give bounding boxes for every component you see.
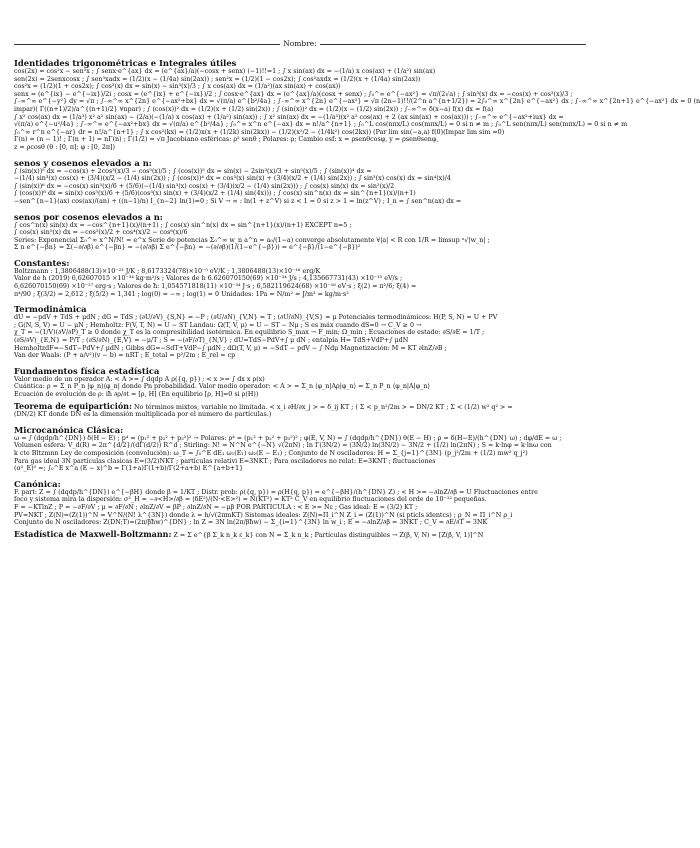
section bbox=[14, 425, 586, 473]
formula-line: ∫ x² cos(ax) dx = (1/a³) x² a² sin(ax) − (2/a)(−(1/a) x cos(ax) + (1/a²) sin(ax)) ; ∫ x² sin(ax) dx = −(1/a³)(x² a² cos(ax) + 2 (ax sin(ax) + cos(ax))) ; ∫₋∞^∞ e^{−ax²+iux} dx = bbox=[14, 113, 564, 121]
formula-line: ∫ (cos(x))⁶ dx = sin(x) cos⁵(x)/6 + (5/6)(cos³(x) sin(x) + (3/4)(x/2 + (1/4) sin(4x))) ; ∫ cos(x) sin^n(x) dx = sin^{n+1}(x)/(n+1) bbox=[14, 190, 416, 198]
section bbox=[14, 400, 586, 419]
formula-line: 6,626070150(69) ×10⁻²⁷ erg·s ; Valores de ħ: 1,054571818(11) ×10⁻³⁴ J·s ; 6,582119624(68) ×10⁻¹⁶ eV·s ; ξ(2) = π²/6; ξ(4) = bbox=[14, 283, 417, 291]
formula-line: Van der Waals: (P + a/v²)(v − b) = nRT ; E_total = p²/2m ; E_rel = cp bbox=[14, 352, 236, 360]
section-title: Termodinámica bbox=[14, 304, 87, 315]
section-heading bbox=[14, 425, 586, 435]
section bbox=[14, 58, 700, 152]
name-label: Nombre: bbox=[283, 38, 317, 48]
section-heading bbox=[14, 479, 586, 489]
name-field bbox=[14, 37, 586, 49]
formula-line: (σ²_E)⁰ =; ∫₀^E x^a (E − x)^b = Γ(1+a)Γ(1+b)/Γ(2+a+b) E^{a+b+1} bbox=[14, 465, 244, 473]
section-title: Estadística de Maxwell-Boltzmann: bbox=[14, 528, 172, 539]
section-title: Constantes: bbox=[14, 257, 70, 268]
formula-line: F. part: Z = ∫ (dqdp/h^{DN}) e^{−βH} donde β = 1/KT ; Distr. prob: ρ({q, p}) = ρ(H{q, p}) = e^{−βH}/(h^{DN} Z) ; < H >= −∂lnZ/∂β = U Fluctuaciones entre bbox=[14, 488, 538, 496]
section-heading bbox=[14, 304, 586, 314]
formula-line: ω = ∫ (dqdp/h^{DN}) δ(H − E) ; p⁴ = (p₁² + p₂² + p₃²)² → Polares: ρ⁴ = (p₁² + p₂² + p₃²)² ; φ(E, V, N) = ∫ (dqdp/h^{DN}) θ(E − H) ; ρ = δ(H−E)/(h^{DN} ω) ; dφ/dE = ω ; bbox=[14, 434, 562, 442]
formula-line: Σ n e^{−βn} = Σ(−∂/∂β) e^{−βn} = −(∂/∂β) Σ e^{−βn} = −(∂/∂β)(1/(1−e^{−β})) = e^{−β}/(1−e^{−β})² bbox=[14, 244, 361, 252]
section-heading bbox=[14, 366, 586, 376]
formula-line: Valor de h (2019) 6,62607015 ×10⁻³⁴ kg·m²/s ; Valores de h 6.626070150(69) ×10⁻³⁴ J/s ; 4,135667731(43) ×10⁻¹⁵ eV/s ; bbox=[14, 275, 403, 283]
formula-line: impar)( Γ((n+1)/2)/a^{(n+1)/2} ∀npar) ; ∫ (cos(x))² dx = (1/2)(x + (1/2) sin(2x)) ; ∫ (sin(x))² dx = (1/2)(x − (1/2) sin(2x)) ; ∫₋∞^∞ δ(x−a) f(x) dx = f(a) bbox=[14, 105, 494, 113]
formula-line: k cte Bltzmnn Ley de composición (convolución): ω_T = ∫₀^E dE₁ ω₁(E₁) ω₂(E − E₁) ; Conjunto de N osciladores: H = Σ_{j=1}^{3N} (p_j²/2m + (1/2) mw² q_j²) bbox=[14, 449, 528, 457]
section-title: Teorema de equipartición: bbox=[14, 400, 132, 411]
section bbox=[14, 258, 586, 298]
section bbox=[14, 304, 586, 360]
formula-line: cos(2x) = cos²x − sen²x ; ∫ senx·e^{ax} dx = (e^{ax}/a)(−cosx + senx) (−1)!!=1 ; ∫ x sin(ax) dx = −(1/a) x cos(ax) + (1/a²) sin(ax) bbox=[14, 68, 436, 75]
formula-line: −sen^{n−1}(ax) cos(ax)/(an) + ((n−1)/n) I_{n−2} ln(1)=0 ; Si V → ∞ : ln(1 + z^V) si z < 1 = 0 si z > 1 = ln(z^V) ; I_n = ∫ sen^n(ax) dx = bbox=[14, 197, 462, 205]
section-heading bbox=[14, 528, 586, 540]
formula-line: Volumen esfera: V_d(R) = 2π^{d/2}/(dΓ(d/2)) R^d ; Stirling: N! = N^N e^{−N} √(2πN) ; ln Γ(3N/2) = (3N/2) ln(3N/2) − 3N/2 + (1/2) ln(2πN) ; S = k·lnφ = k·lnω con bbox=[14, 442, 552, 450]
name-line-right bbox=[320, 44, 586, 45]
name-line-left bbox=[14, 44, 280, 45]
formula-line: √(π/a) e^{−u²/4a} ; ∫₋∞^∞ e^{−ax²+bx} dx = √(π/a) e^{b²/4a} ; ∫₀^∞ x^n e^{−ax} dx = n!/a^{n+1} ; ∫₀^L cos(nπx/L) cos(mπx/L) = 0 si n ≠ m ; ∫₀^L sen(nπx/L) sen(mπx/L) = 0 si n ≠ m bbox=[14, 121, 628, 129]
formula-line: Cuántica: ρ = Σ_n P_n |φ_n⟩⟨φ_n| donde Pn probabilidad. Valor medio operador: < A > = Σ_n ⟨φ_n|Aρ|φ_n⟩ = Σ_n P_n ⟨φ_n|A|φ_n⟩ bbox=[14, 383, 430, 391]
formula-line: Γ(n) = (n − 1)! ; Γ(n + 1) = nΓ(n) ; Γ(1/2) = √π Jacobiano esféricas: ρ² senθ ; Polares: ρ; Cambio esf: x = ρsenθcosφ, y = ρsenθsenφ, bbox=[14, 136, 439, 144]
section bbox=[14, 479, 586, 527]
section-title: Microcanónica Clásica: bbox=[14, 424, 124, 435]
section-heading bbox=[14, 400, 586, 412]
formula-sheet bbox=[14, 56, 700, 539]
formula-line: ∫₀^∞ r^n e^{−ar} dr = n!/a^{n+1} ; ∫ x cos²(kx) = (1/2)x(x + (1/2k) sin(2kx)) − (1/2)(x²/2 − (1/4k²) cos(2kx)) (Par lim sin(−a,a) f(0)(Impar lim sim =0) bbox=[14, 128, 505, 136]
section bbox=[14, 158, 586, 206]
formula-line: χ_T = −(1/V)(∂V/∂P)_T ≥ 0 donde χ_T es la compresibilidad isotérmica. En equilibrio S_max → F_min; Ω_min ; Ecuaciones de estado: ∂S/∂E = 1/T ; bbox=[14, 329, 485, 337]
section-title: senos y cosenos elevados a n: bbox=[14, 157, 152, 168]
section-heading bbox=[14, 258, 586, 268]
formula-line: ; G(N, S, V) = U − μN ; Hemholtz: F(V, T, N) = U − ST Landau: Ω(T, V, μ) = U − ST − Nμ ; S es máx cuando dS=0 → C_V ≥ 0 → bbox=[14, 321, 422, 329]
formula-line: z = ρcosθ (θ : [0, π]; φ : [0, 2π]) bbox=[14, 143, 116, 151]
section-title: Fundamentos física estadística bbox=[14, 365, 160, 376]
formula-line: cos²x = (1/2)(1 + cos2x); ∫ cos³(x) dx = sin(x) − sin³(x)/3 ; ∫ x cos(ax) dx = (1/a²)(ax sin(ax) + cos(ax)) bbox=[14, 83, 341, 91]
section-title: senos por cosenos elevados a n: bbox=[14, 211, 163, 222]
formula-line: HemholtzdF=−SdT−PdV+∫ μdN ; Gibbs dG=−SdT+VdP−∫ μdN ; dΩ(T, V, μ) = −SdT − pdV − ∫ Ndμ Magnetización: M = KT ∂lnZ/∂B ; bbox=[14, 344, 447, 352]
section bbox=[14, 212, 586, 252]
formula-line: Boltzmann : 1,3806488(13)×10⁻²³ J/K ; 8,6173324(78)×10⁻⁵ eV/K ; 1,3806488(13)×10⁻¹⁶ erg/K bbox=[14, 267, 321, 275]
formula-line: foco y sistema mira la dispersión: σ²_H = −∂<H>/∂β = ⟨δE²⟩/(N·<E>²) = N(KT²) = KT² C_V en equilibrio fluctuaciones del orde de 10⁻¹² pequeñas. bbox=[14, 496, 487, 504]
formula-line: (∂S/∂V)_{E,N} = P/T ; (∂S/∂N)_{E,V} = −μ/T ; S = −(∂F/∂T)_{N,V} ; dU=TdS−PdV+∫ μ dN ; entalpía H= TdS+VdP+∫ μdN bbox=[14, 337, 409, 345]
section-heading bbox=[14, 58, 586, 68]
section-heading bbox=[14, 158, 586, 168]
section-heading bbox=[14, 212, 586, 222]
section-title: Identidades trigonométricas e Integrales útiles bbox=[14, 58, 237, 68]
formula-line: senx = (e^{ix} − e^{−ix})/2i ; cosx = (e^{ix} + e^{−ix})/2 ; ∫ cosx·e^{ax} dx = (e^{ax}/a)(cosx + senx) ; ∫₀^∞ e^{−ax²} = √π/(2√a) ; ∫ sin³(x) dx = −cos(x) + cos³(x)/3 ; bbox=[14, 90, 573, 98]
formula-line: Ecuación de evolución de ρ: iħ ∂ρ/∂t = [ρ, H] (En equilibrio [ρ, H]=0 si ρ(H)) bbox=[14, 391, 259, 398]
formula-line: ∫ (sin(x))⁶ dx = −cos(x) sin⁵(x)/6 + (5/6)(−(1/4) sin³(x) cos(x) + (3/4)(x/2 − (1/4) sin(2x))) ; ∫ cos(x) sin(x) dx = sin²(x)/2 bbox=[14, 182, 395, 190]
formula-line: π⁴/90 ; ξ(3/2) = 2,612 ; ξ(5/2) = 1,341 ; log(0) = −∞ ; log(1) = 0 Unidades: 1Pa = N/m² = J/m³ = kg/m·s² bbox=[14, 290, 349, 298]
formula-line: dU = −pdV + TdS + μdN ; dG = TdS ; (∂U/∂V)_{S,N} = −P ; (∂U/∂N)_{V,N} = T ; (∂U/∂N)_{V,S} = μ Potenciales termodinámicos: H(P, S, N) = U + PV bbox=[14, 314, 498, 322]
formula-line: ∫ cos(x) sin⁵(x) dx = −cos²(x)/2 + cos⁴(x)/2 − cos⁶(x)/6 bbox=[14, 229, 188, 237]
formula-line: Conjunto de N osciladores: Z(DN;T)=(2π/βħw)^{DN} ; ln Z = 3N ln(2π/βħw) − Σ_{i=1}^{3N} ln w_i ; E = −∂lnZ/∂β = 3NKT ; C_V = ∂E/∂T = 3NK bbox=[14, 519, 488, 527]
section bbox=[14, 528, 586, 540]
formula-line: F = −KTlnZ ; P = −∂F/∂V ; μ = ∂F/∂N ; ∂lnZ/∂V = βP ; ∂lnZ/∂N = −μβ POR PARTICULA : < E >= Nε ; Gas ideal: E = (3/2) KT ; bbox=[14, 503, 418, 511]
formula-line: PV=NKT ; Z(N)=(Z(1))^N = V^N/(N! λ^{3N}) donde λ = h/√(2πmKT) Sistemas ideales: Z(N)=Π_i^N Z_i = (Z(1))^N (si pticls identcs) ; ρ_N = Π_i^N ρ_i bbox=[14, 511, 513, 519]
section bbox=[14, 366, 586, 399]
section-title-formula: No términos mixtos, variable no limitada. < x_i ∂H/∂x_j > = δ_ij KT ; ( Σ < p_n²/2m > = DN/2 KT ; Σ < (1/2) w² q² > = bbox=[131, 403, 513, 411]
formula-line: ∫ cos^n(x) sin(x) dx = −cos^{n+1}(x)/(n+1) ; ∫ cos(x) sin^n(x) dx = sin^{n+1}(x)/(n+1) EXCEPT n=5 ; bbox=[14, 221, 352, 229]
section-title-formula: Z = Σ e^{β Σ_k n_k ε_k} con N = Σ_k n_k ; Partículas distinguibles → Z(β, V, N) = [Z(β, V, 1)]^N bbox=[171, 531, 484, 539]
formula-line: sen(2x) = 2senxcosx ; ∫ sen³xadx = (1/2)(x − (1/4a) sin(2ax)) ; sen²x = (1/2)(1 − cos2x); ∫ cos²axdx = (1/2)(x + (1/4a) sin(2ax)) bbox=[14, 75, 421, 83]
section-title: Canónica: bbox=[14, 478, 61, 489]
formula-line: Valor medio de un operador A: < A >= ∫ dqdp A ρ({q, p}) ; < x >= ∫ dx x ρ(x) bbox=[14, 375, 265, 383]
formula-line: −(1/4) sin³(x) cos(x) + (3/4)(x/2 − (1/4) sin(2x)) ; ∫ (cos(x))⁴ dx = cos³(x) sin(x) + (3/4)(x/2 + (1/4) sin(2x)) ; ∫ sin³(x) cos(x) dx = sin⁴(x)/4 bbox=[14, 175, 451, 183]
formula-line: Para gas ideal 3N partículas clasicas E=(3/2)NKT ; partículas relativi E=3NKT ; Para osciladores no relat: E=3KNT ; fluctuaciones bbox=[14, 457, 436, 465]
formula-line: Series: Exponencial Σ₀^∞ x^N/N! = e^x Serie de potencias Σ₀^∞ w_n a^n = a₀/(1−a) converge absolutamente ∀|a| < R con 1/R = limsup ⁿ√|w_n| ; bbox=[14, 236, 490, 244]
formula-line: ∫ (sin(x))⁵ dx = −cos(x) + 2cos³(x)/3 − cos⁵(x)/5 ; ∫ (cos(x))⁵ dx = sin(x) − 2sin³(x)/3 + sin⁵(x)/5 ; ∫ (sin(x))⁴ dx = bbox=[14, 167, 372, 175]
formula-line: ∫₋∞^∞ e^{−y²} dy = √π ; ∫₋∞^∞ x^{2n} e^{−ax²+bx} dx = √(π/a) e^{b²/4a} ; ∫₋∞^∞ x^{2n} e^{−ax²} = √π (2n−1)!!/(2^n a^{n+1/2}) = 2∫₀^∞ x^{2n} e^{−ax²} dx ; ∫₋∞^∞ x^{2n+1} e^{−ax²} dx = 0 (n bbox=[14, 98, 700, 106]
formula-line: (DN/2) KT donde DN es la dimensión multiplicada por el número de partículas.) bbox=[14, 411, 272, 419]
